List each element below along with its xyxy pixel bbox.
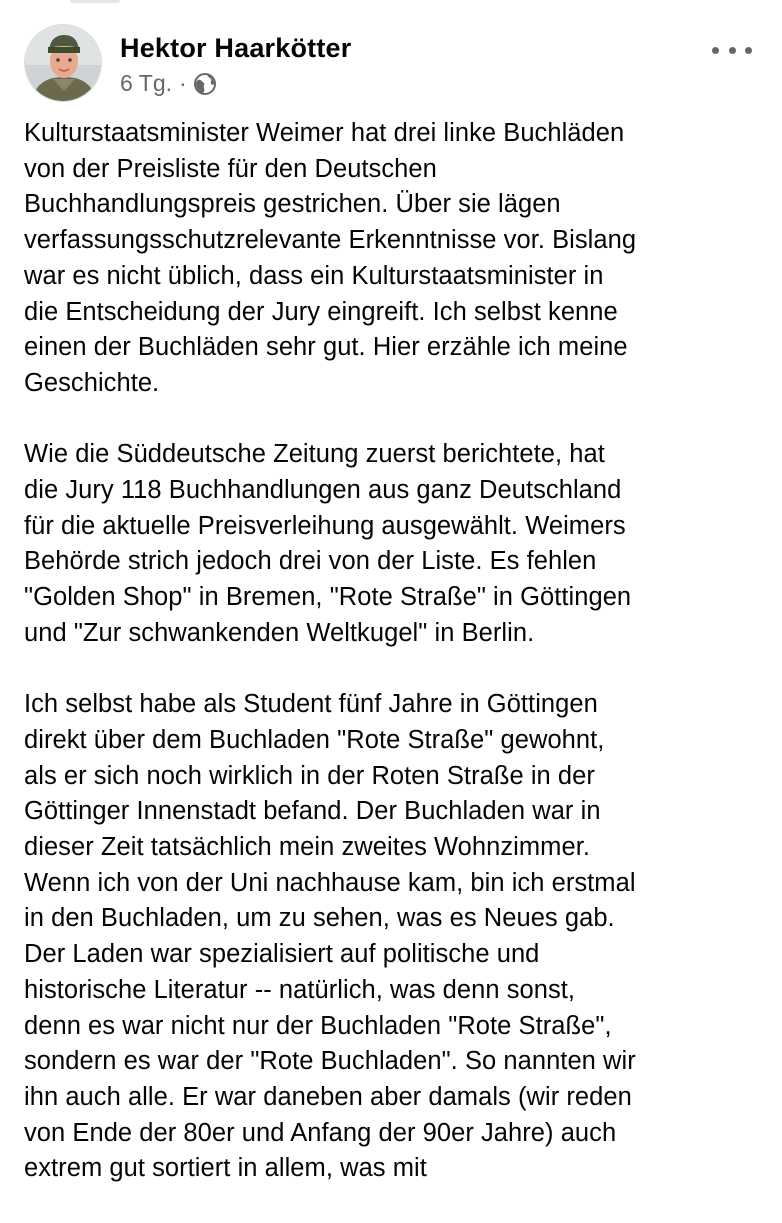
more-dot xyxy=(745,47,752,54)
post-time[interactable]: 6 Tg. xyxy=(120,70,172,96)
meta-separator: · xyxy=(179,70,187,96)
avatar-image xyxy=(25,25,102,102)
post-header xyxy=(24,24,758,104)
more-dot xyxy=(712,47,719,54)
previous-post-bump xyxy=(70,0,120,3)
post-paragraph-2: Wie die Süddeutsche Zeitung zuerst berichtete, hat die Jury 118 Buchhandlungen aus ganz Deutschland für die aktuelle Preisverleihung ausgewählt. Weimers Behörde strich jedoch drei von der Liste. Es fehlen "Golden Shop" in Bremen, "Rote Straße" in Göttingen und "Zur schwankenden Weltkugel" in Berlin. xyxy=(24,440,632,647)
more-dot xyxy=(729,47,736,54)
more-options-icon[interactable] xyxy=(712,36,752,64)
post-paragraph-3: Ich selbst habe als Student fünf Jahre in Göttingen direkt über dem Buchladen "Rote Straße" gewohnt, als er sich noch wirklich in der Roten Straße in der Göttinger Innenstadt befand. Der Buchladen war in dieser Zeit tatsächlich mein zweites Wohnzimmer. Wenn ich von der Uni nachhause kam, bin ich erstmal in den Buchladen, um zu sehen, was es Neues gab. Der Laden war spezialisiert auf politische und historische Literatur -- natürlich, was denn sonst, denn es war nicht nur der Buchladen "Rote Straße", sondern es war der "Rote Buchladen". So nannten wir ihn auch alle. Er war daneben aber damals (wir reden von Ende der 80er und Anfang der 90er Jahre) auch extrem gut sortiert in allem, was mit xyxy=(24,690,636,1183)
globe-icon xyxy=(193,72,217,96)
post-paragraph-1: Kulturstaatsminister Weimer hat drei linke Buchläden von der Preisliste für den Deutschen Buchhandlungspreis gestrichen. Über sie lägen verfassungsschutzrelevante Erkenntnisse vor. Bislang war es nicht üblich, dass ein Kulturstaatsminister in die Entscheidung der Jury eingreift. Ich selbst kenne einen der Buchläden sehr gut. Hier erzähle ich meine Geschichte. xyxy=(24,119,637,397)
post-text xyxy=(24,116,774,1223)
previous-post-edge xyxy=(0,0,782,4)
author-name[interactable]: Hektor Haarkötter xyxy=(120,33,352,63)
post-meta xyxy=(120,70,217,97)
avatar[interactable] xyxy=(24,24,102,102)
